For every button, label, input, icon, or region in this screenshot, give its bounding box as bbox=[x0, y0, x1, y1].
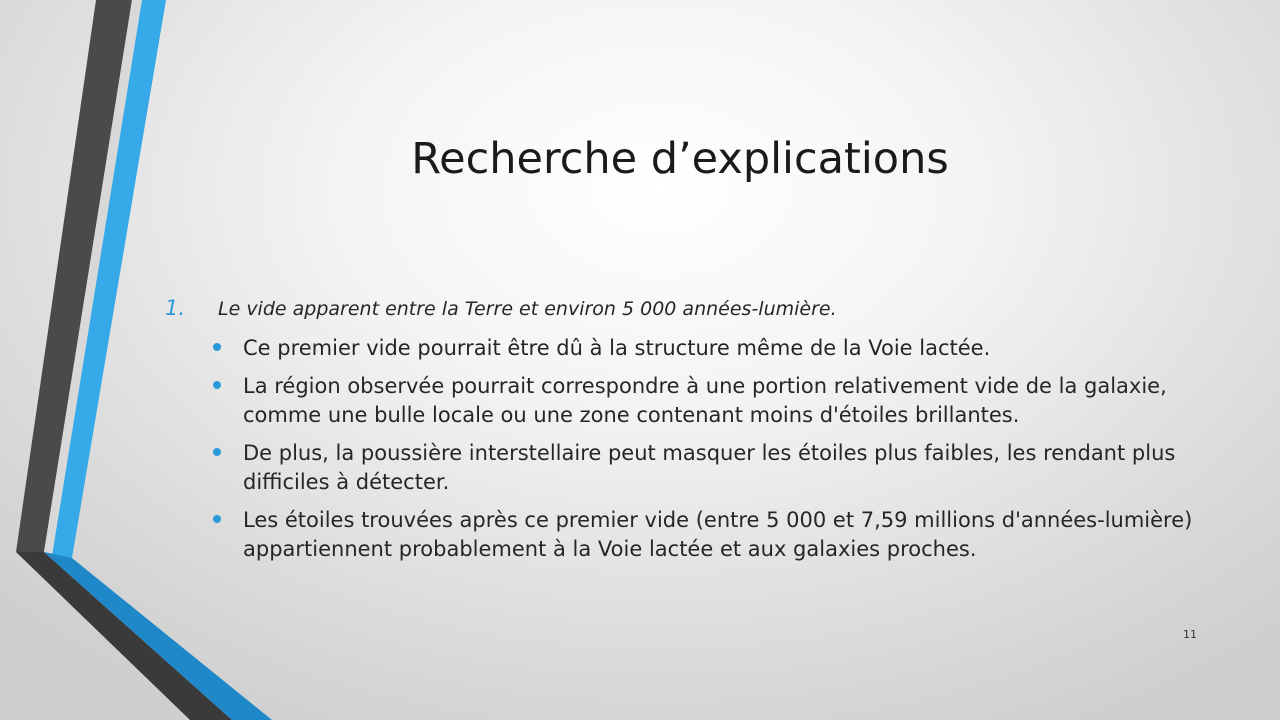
blue-diagonal-bar bbox=[44, 552, 272, 720]
bullet-text: Les étoiles trouvées après ce premier vide (entre 5 000 et 7,59 millions d'années-lumière) appartiennent probablement à la Voie lactée et aux galaxies proches. bbox=[243, 508, 1193, 561]
bullet-item bbox=[213, 334, 1205, 363]
slide-body bbox=[165, 296, 1205, 573]
numbered-item bbox=[165, 296, 1205, 320]
bullet-dot-icon bbox=[213, 515, 221, 523]
bullet-text: Ce premier vide pourrait être dû à la structure même de la Voie lactée. bbox=[243, 336, 991, 360]
bullet-text: La région observée pourrait correspondre à une portion relativement vide de la galaxie, comme une bulle locale ou une zone contenant moins d'étoiles brillantes. bbox=[243, 374, 1167, 427]
slide-title: Recherche d’explications bbox=[411, 134, 949, 184]
dark-diagonal-bar bbox=[16, 552, 232, 720]
bullet-item bbox=[213, 372, 1205, 430]
bullet-item bbox=[213, 439, 1205, 497]
item-text: Le vide apparent entre la Terre et environ 5 000 années-lumière. bbox=[218, 298, 837, 320]
bullet-dot-icon bbox=[213, 381, 221, 389]
bullet-item bbox=[213, 506, 1205, 564]
item-number: 1. bbox=[165, 296, 186, 320]
bullet-text: De plus, la poussière interstellaire peut masquer les étoiles plus faibles, les rendant plus difficiles à détecter. bbox=[243, 441, 1176, 494]
bullet-dot-icon bbox=[213, 448, 221, 456]
bullet-dot-icon bbox=[213, 343, 221, 351]
bullet-list bbox=[165, 334, 1205, 564]
slide-number: 11 bbox=[1183, 628, 1197, 641]
